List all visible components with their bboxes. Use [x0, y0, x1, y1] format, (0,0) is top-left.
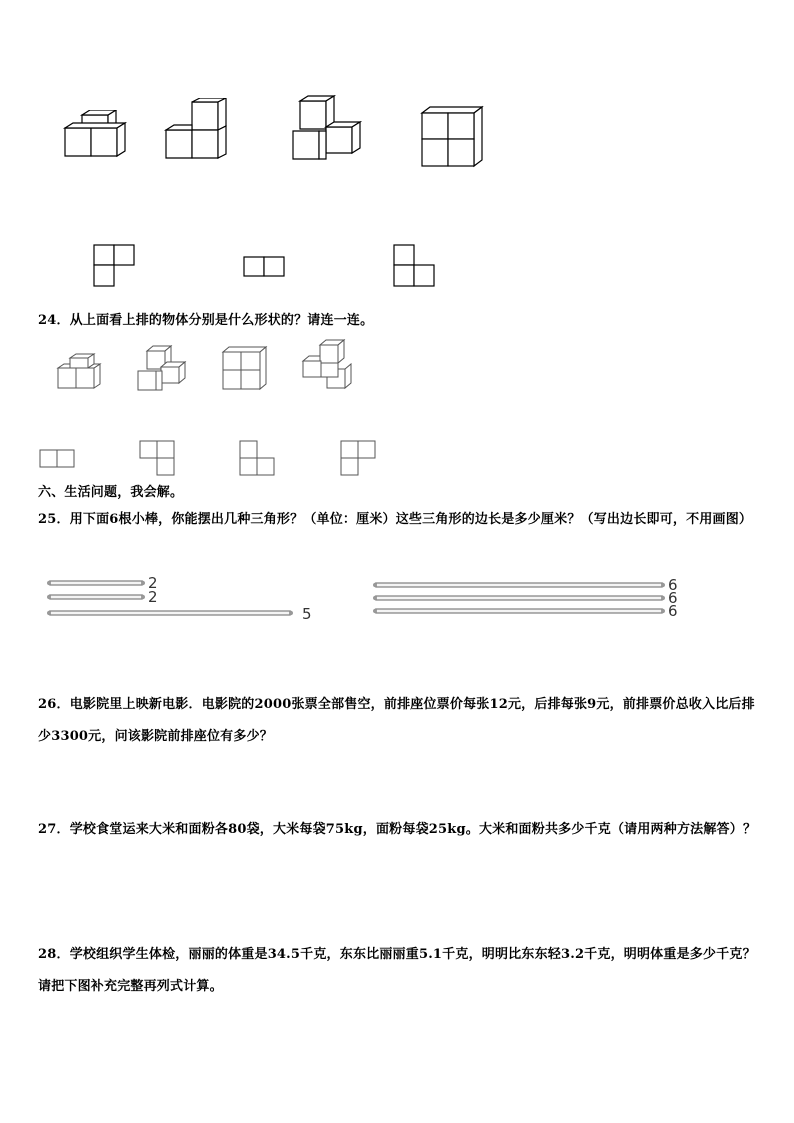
- sticks-group-1: [44, 574, 324, 624]
- stick-label-6b: 6: [668, 589, 678, 607]
- question-24: 24．从上面看上排的物体分别是什么形状的？请连一连。: [38, 313, 374, 328]
- cube-figure-2: [163, 98, 229, 162]
- stick-label-6c: 6: [668, 602, 678, 619]
- q24-top-view-1: [39, 449, 77, 469]
- section-6-title: 六、生活问题，我会解。: [38, 485, 184, 500]
- question-25: 25．用下面6根小棒，你能摆出几种三角形？（单位：厘米）这些三角形的边长是多少厘米？（写出边长即可，不用画图）: [38, 512, 753, 527]
- q24-top-view-2: [139, 440, 177, 478]
- q24-top-view-4: [340, 440, 378, 478]
- q24-cube-figure-1: [56, 352, 104, 392]
- cube-figure-4: [418, 104, 484, 170]
- q24-top-view-3: [239, 440, 277, 478]
- top-view-shape-2: [243, 256, 287, 278]
- sticks-group-2: [370, 575, 690, 619]
- q24-cube-figure-4: [300, 337, 356, 393]
- question-28: 28．学校组织学生体检，丽丽的体重是34.5千克，东东比丽丽重5.1千克，明明比东东轻3.2千克，明明体重是多少千克？请把下图补充完整再列式计算。: [38, 947, 756, 994]
- cube-figure-1: [62, 110, 128, 160]
- q24-cube-figure-3: [220, 344, 268, 392]
- cube-figure-3: [290, 93, 362, 165]
- top-view-shape-1: [93, 244, 137, 288]
- stick-label-2b: 2: [148, 588, 158, 606]
- q24-cube-figure-2: [135, 343, 187, 393]
- stick-label-2a: 2: [148, 574, 158, 592]
- top-view-shape-3: [393, 244, 437, 288]
- stick-label-6a: 6: [668, 576, 678, 594]
- stick-label-5: 5: [302, 605, 312, 623]
- question-26: 26．电影院里上映新电影．电影院的2000张票全部售空，前排座位票价每张12元，后排每张9元，前排票价总收入比后排少3300元，问该影院前排座位有多少？: [38, 697, 755, 744]
- question-27: 27．学校食堂运来大米和面粉各80袋，大米每袋75kg，面粉每袋25kg。大米和面粉共多少千克（请用两种方法解答）？: [38, 822, 757, 837]
